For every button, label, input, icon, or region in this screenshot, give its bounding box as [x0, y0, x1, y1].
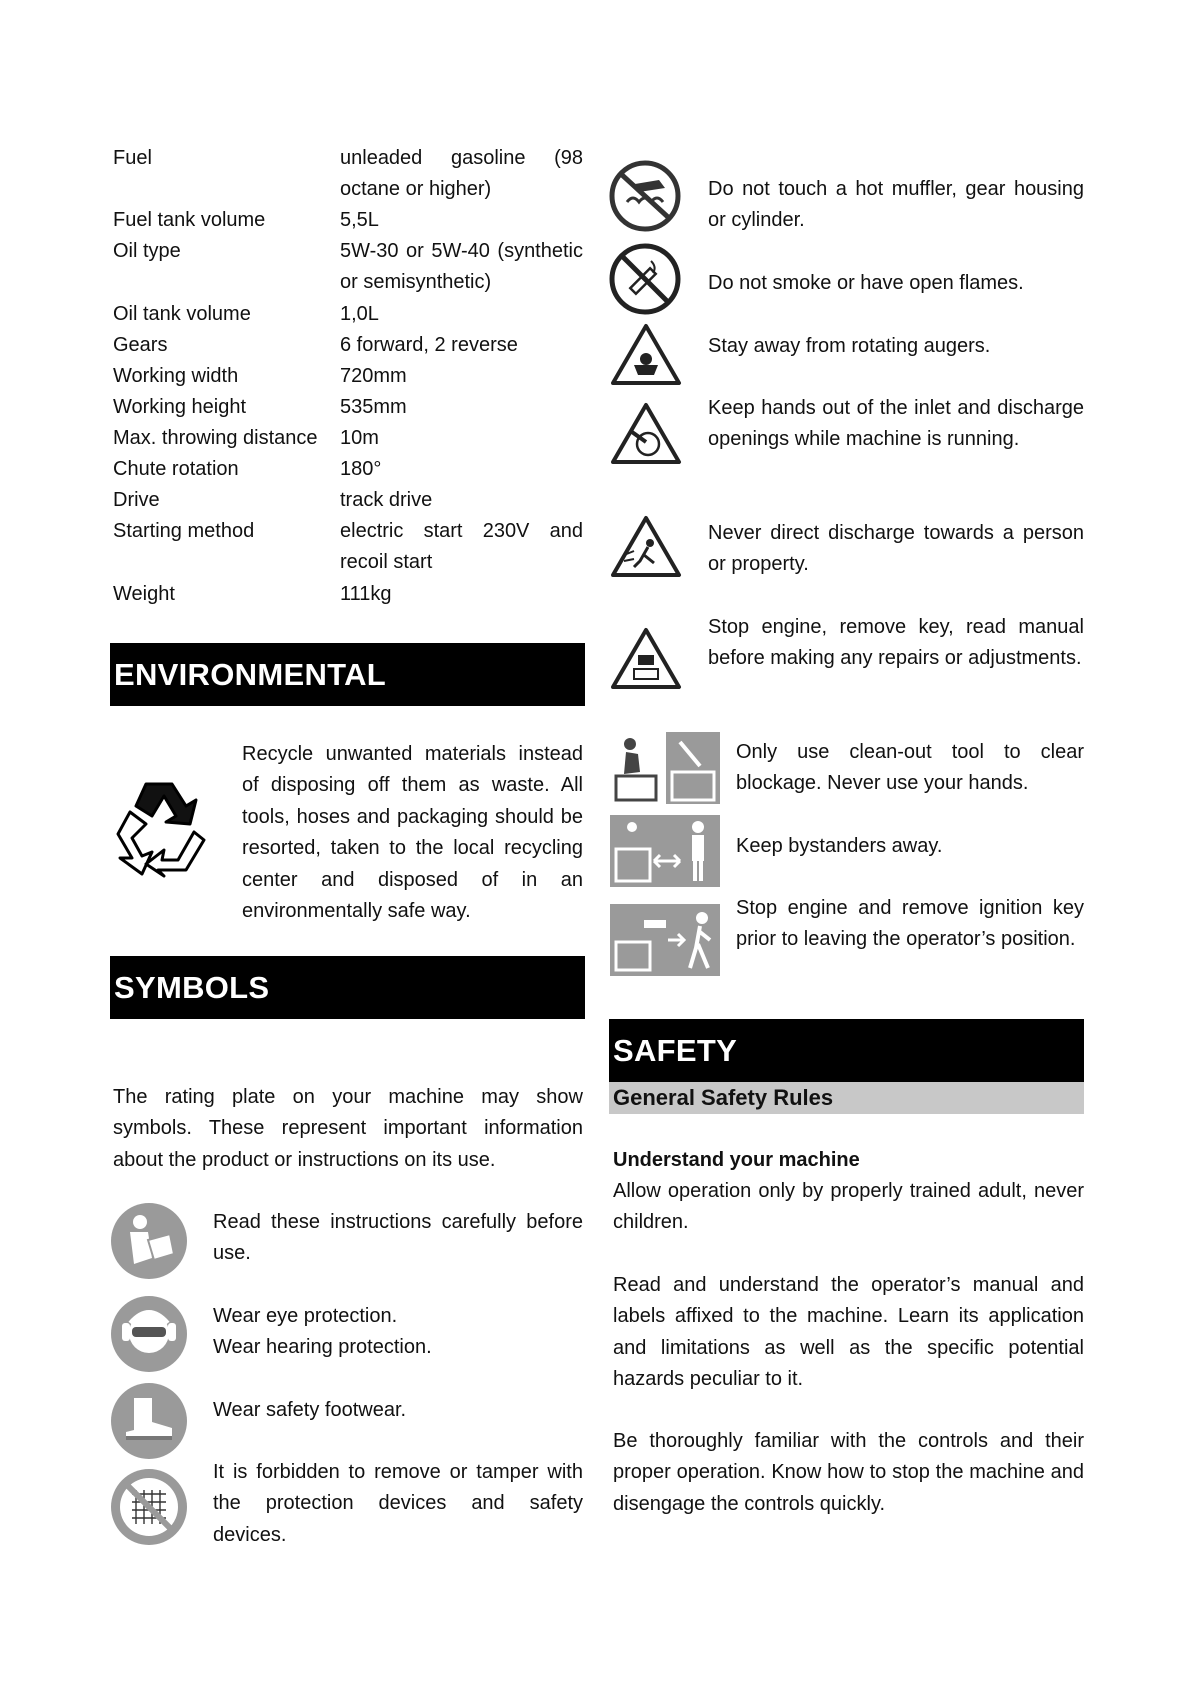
read-manual-warning-icon — [610, 627, 682, 691]
no-touch-hot-icon — [609, 160, 681, 232]
symbol-no-tamper-text: It is forbidden to remove or tamper with the protection devices and safety devices. — [213, 1461, 583, 1546]
safety-paragraph-1: Allow operation only by properly trained adult, never children. — [613, 1180, 1084, 1234]
eye-ear-protection-icon — [110, 1295, 188, 1373]
symbol-clean-out-text: Only use clean-out tool to clear blockage. Never use your hands. — [736, 741, 1084, 795]
understand-machine-title: Understand your machine — [613, 1149, 860, 1171]
environmental-heading: ENVIRONMENTAL — [110, 643, 585, 706]
safety-heading: SAFETY — [609, 1019, 1084, 1082]
symbols-heading: SYMBOLS — [110, 956, 585, 1019]
read-manual-icon — [110, 1202, 188, 1280]
remove-key-icon — [610, 904, 720, 976]
symbol-read-manual-text: Read these instructions carefully before use. — [213, 1211, 583, 1265]
discharge-warning-icon — [610, 515, 682, 579]
symbol-smoking-text: Do not smoke or have open flames. — [708, 272, 1024, 294]
symbol-hearing-protection-text: Wear hearing protection. — [213, 1336, 432, 1358]
rotating-auger-warning-icon — [610, 323, 682, 387]
environmental-text: Recycle unwanted materials instead of disposing off them as waste. All tools, hoses and packaging should be resorted, taken to the local recycling center and disposed of in an environmentally safe way. — [242, 743, 583, 923]
symbol-inlet-text: Keep hands out of the inlet and discharge openings while machine is running. — [708, 397, 1084, 451]
symbols-intro: The rating plate on your machine may show symbols. These represent important information about the product or instructions on its use. — [113, 1086, 583, 1171]
hand-entanglement-warning-icon — [610, 402, 682, 466]
safety-boot-icon — [110, 1382, 188, 1460]
general-safety-rules-heading: General Safety Rules — [609, 1082, 1084, 1114]
clean-out-tool-icon — [610, 732, 720, 804]
no-tamper-guard-icon — [110, 1468, 188, 1546]
safety-paragraph-2: Read and understand the operator’s manual and labels affixed to the machine. Learn its application and limitations as well as the specific potential hazards peculiar to it. — [613, 1274, 1084, 1391]
bystanders-icon — [610, 815, 720, 887]
symbol-safety-footwear-text: Wear safety footwear. — [213, 1399, 407, 1421]
no-smoking-icon — [609, 243, 681, 315]
symbol-bystanders-text: Keep bystanders away. — [736, 835, 943, 857]
symbol-repair-text: Stop engine, remove key, read manual before making any repairs or adjustments. — [708, 616, 1084, 670]
symbol-auger-text: Stay away from rotating augers. — [708, 335, 991, 357]
symbol-discharge-text: Never direct discharge towards a person or property. — [708, 522, 1084, 576]
symbol-ignition-key-text: Stop engine and remove ignition key prior to leaving the operator’s position. — [736, 897, 1084, 951]
recycle-icon — [106, 776, 212, 878]
symbol-eye-protection-text: Wear eye protection. — [213, 1305, 398, 1327]
symbol-hot-text: Do not touch a hot muffler, gear housing or cylinder. — [708, 178, 1084, 232]
safety-paragraph-3: Be thoroughly familiar with the controls and their proper operation. Know how to stop the machine and disengage the controls quickly. — [613, 1430, 1084, 1515]
